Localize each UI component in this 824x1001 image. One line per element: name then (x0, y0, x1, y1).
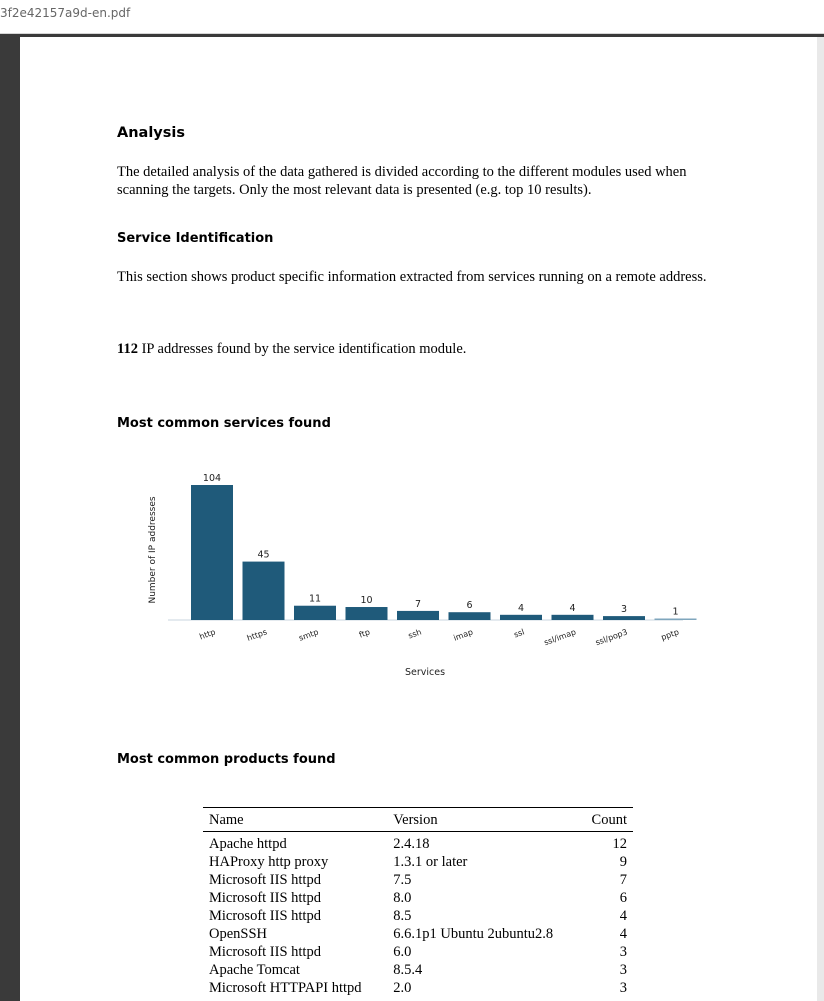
cell-name: Microsoft IIS httpd (209, 908, 321, 924)
services-bar-chart (138, 462, 698, 677)
cell-version: 7.5 (393, 872, 412, 888)
analysis-heading: Analysis (117, 125, 185, 141)
table-row (203, 853, 633, 871)
services-chart-heading: Most common services found (117, 416, 331, 431)
pdf-page (20, 37, 817, 1001)
cell-name: OpenSSH (209, 926, 268, 942)
cell-name: Microsoft IIS httpd (209, 872, 321, 888)
chart-x-tick-label: ftp (357, 627, 372, 640)
analysis-paragraph: The detailed analysis of the data gathered is divided according to the different modules used when scanning the targets. Only the most relevant data is presented (e.g. top 10 results). (117, 164, 687, 198)
chart-x-tick-label: https (245, 627, 269, 643)
service-identification-heading: Service Identification (117, 231, 274, 246)
cell-count: 4 (619, 926, 627, 942)
cell-count: 12 (612, 836, 627, 852)
chart-data-label: 104 (202, 473, 222, 484)
chart-data-label: 45 (257, 549, 270, 561)
ip-count-value: 112 (117, 341, 138, 357)
chart-x-tick-label: imap (452, 627, 475, 643)
column-header-name: Name (203, 808, 387, 832)
table-row (203, 907, 633, 925)
chart-data-label: 4 (569, 602, 576, 614)
column-header-count: Count (580, 808, 633, 832)
table-row (203, 961, 633, 979)
cell-count: 3 (619, 944, 627, 960)
service-identification-paragraph: This section shows product specific information extracted from services running on a remote address. (117, 269, 707, 285)
chart-x-axis-label: Services (404, 667, 446, 677)
cell-count: 4 (619, 908, 627, 924)
chart-data-label: 6 (466, 600, 473, 612)
chart-data-label: 11 (308, 593, 322, 605)
chart-x-tick-label: smtp (297, 627, 320, 643)
cell-version: 8.5 (393, 908, 412, 924)
chart-y-axis-label: Number of IP addresses (148, 496, 158, 604)
cell-name: Microsoft IIS httpd (209, 890, 321, 906)
table-row (203, 979, 633, 997)
cell-name: Microsoft IIS httpd (209, 944, 321, 960)
chart-bar (603, 616, 645, 620)
chart-bar (346, 607, 388, 620)
cell-version: 6.6.1p1 Ubuntu 2ubuntu2.8 (393, 926, 554, 942)
cell-count: 7 (619, 872, 627, 888)
products-table (203, 807, 633, 997)
table-row (203, 871, 633, 889)
chart-bar (500, 615, 542, 620)
chart-data-label: 4 (517, 602, 525, 614)
chart-bar (552, 615, 594, 620)
table-row (203, 832, 633, 854)
chart-bar (397, 611, 439, 620)
chart-x-tick-label: ssl/imap (542, 627, 578, 648)
cell-name: Apache Tomcat (209, 962, 300, 978)
cell-name: HAProxy http proxy (209, 854, 329, 870)
chart-x-tick-label: ssl/pop3 (594, 627, 629, 648)
chart-bar (655, 619, 697, 621)
table-row (203, 925, 633, 943)
cell-version: 2.0 (393, 980, 412, 996)
cell-name: Apache httpd (209, 836, 287, 852)
table-row (203, 943, 633, 961)
ip-count-text: IP addresses found by the service identification module. (137, 341, 467, 357)
cell-version: 8.0 (393, 890, 412, 906)
ip-count-paragraph (117, 340, 737, 358)
column-header-version: Version (387, 808, 580, 832)
chart-bars (191, 473, 697, 647)
chart-bar (449, 612, 491, 620)
products-table-heading: Most common products found (117, 752, 336, 767)
chart-data-label: 7 (414, 598, 422, 610)
cell-version: 6.0 (393, 944, 412, 960)
cell-version: 2.4.18 (393, 836, 430, 852)
cell-count: 9 (619, 854, 627, 870)
cell-count: 3 (619, 962, 627, 978)
viewer-toolbar (0, 0, 824, 34)
chart-data-label: 3 (620, 604, 628, 616)
document-filename: 3f2e42157a9d-en.pdf (0, 6, 131, 20)
chart-bar (243, 562, 285, 620)
cell-count: 3 (619, 980, 627, 996)
cell-count: 6 (619, 890, 627, 906)
chart-x-tick-label: http (198, 627, 217, 642)
chart-x-tick-label: ssl (512, 627, 526, 640)
chart-x-tick-label: pptp (659, 627, 681, 643)
chart-data-label: 10 (360, 595, 373, 607)
chart-bar (191, 485, 233, 620)
page-edge-shadow (817, 37, 824, 1001)
cell-version: 1.3.1 or later (393, 854, 468, 870)
chart-data-label: 1 (672, 606, 679, 618)
chart-bar (294, 606, 336, 620)
cell-version: 8.5.4 (393, 962, 423, 978)
cell-name: Microsoft HTTPAPI httpd (209, 980, 362, 996)
products-table-header-row (203, 808, 633, 832)
chart-x-tick-label: ssh (407, 627, 423, 641)
table-row (203, 889, 633, 907)
